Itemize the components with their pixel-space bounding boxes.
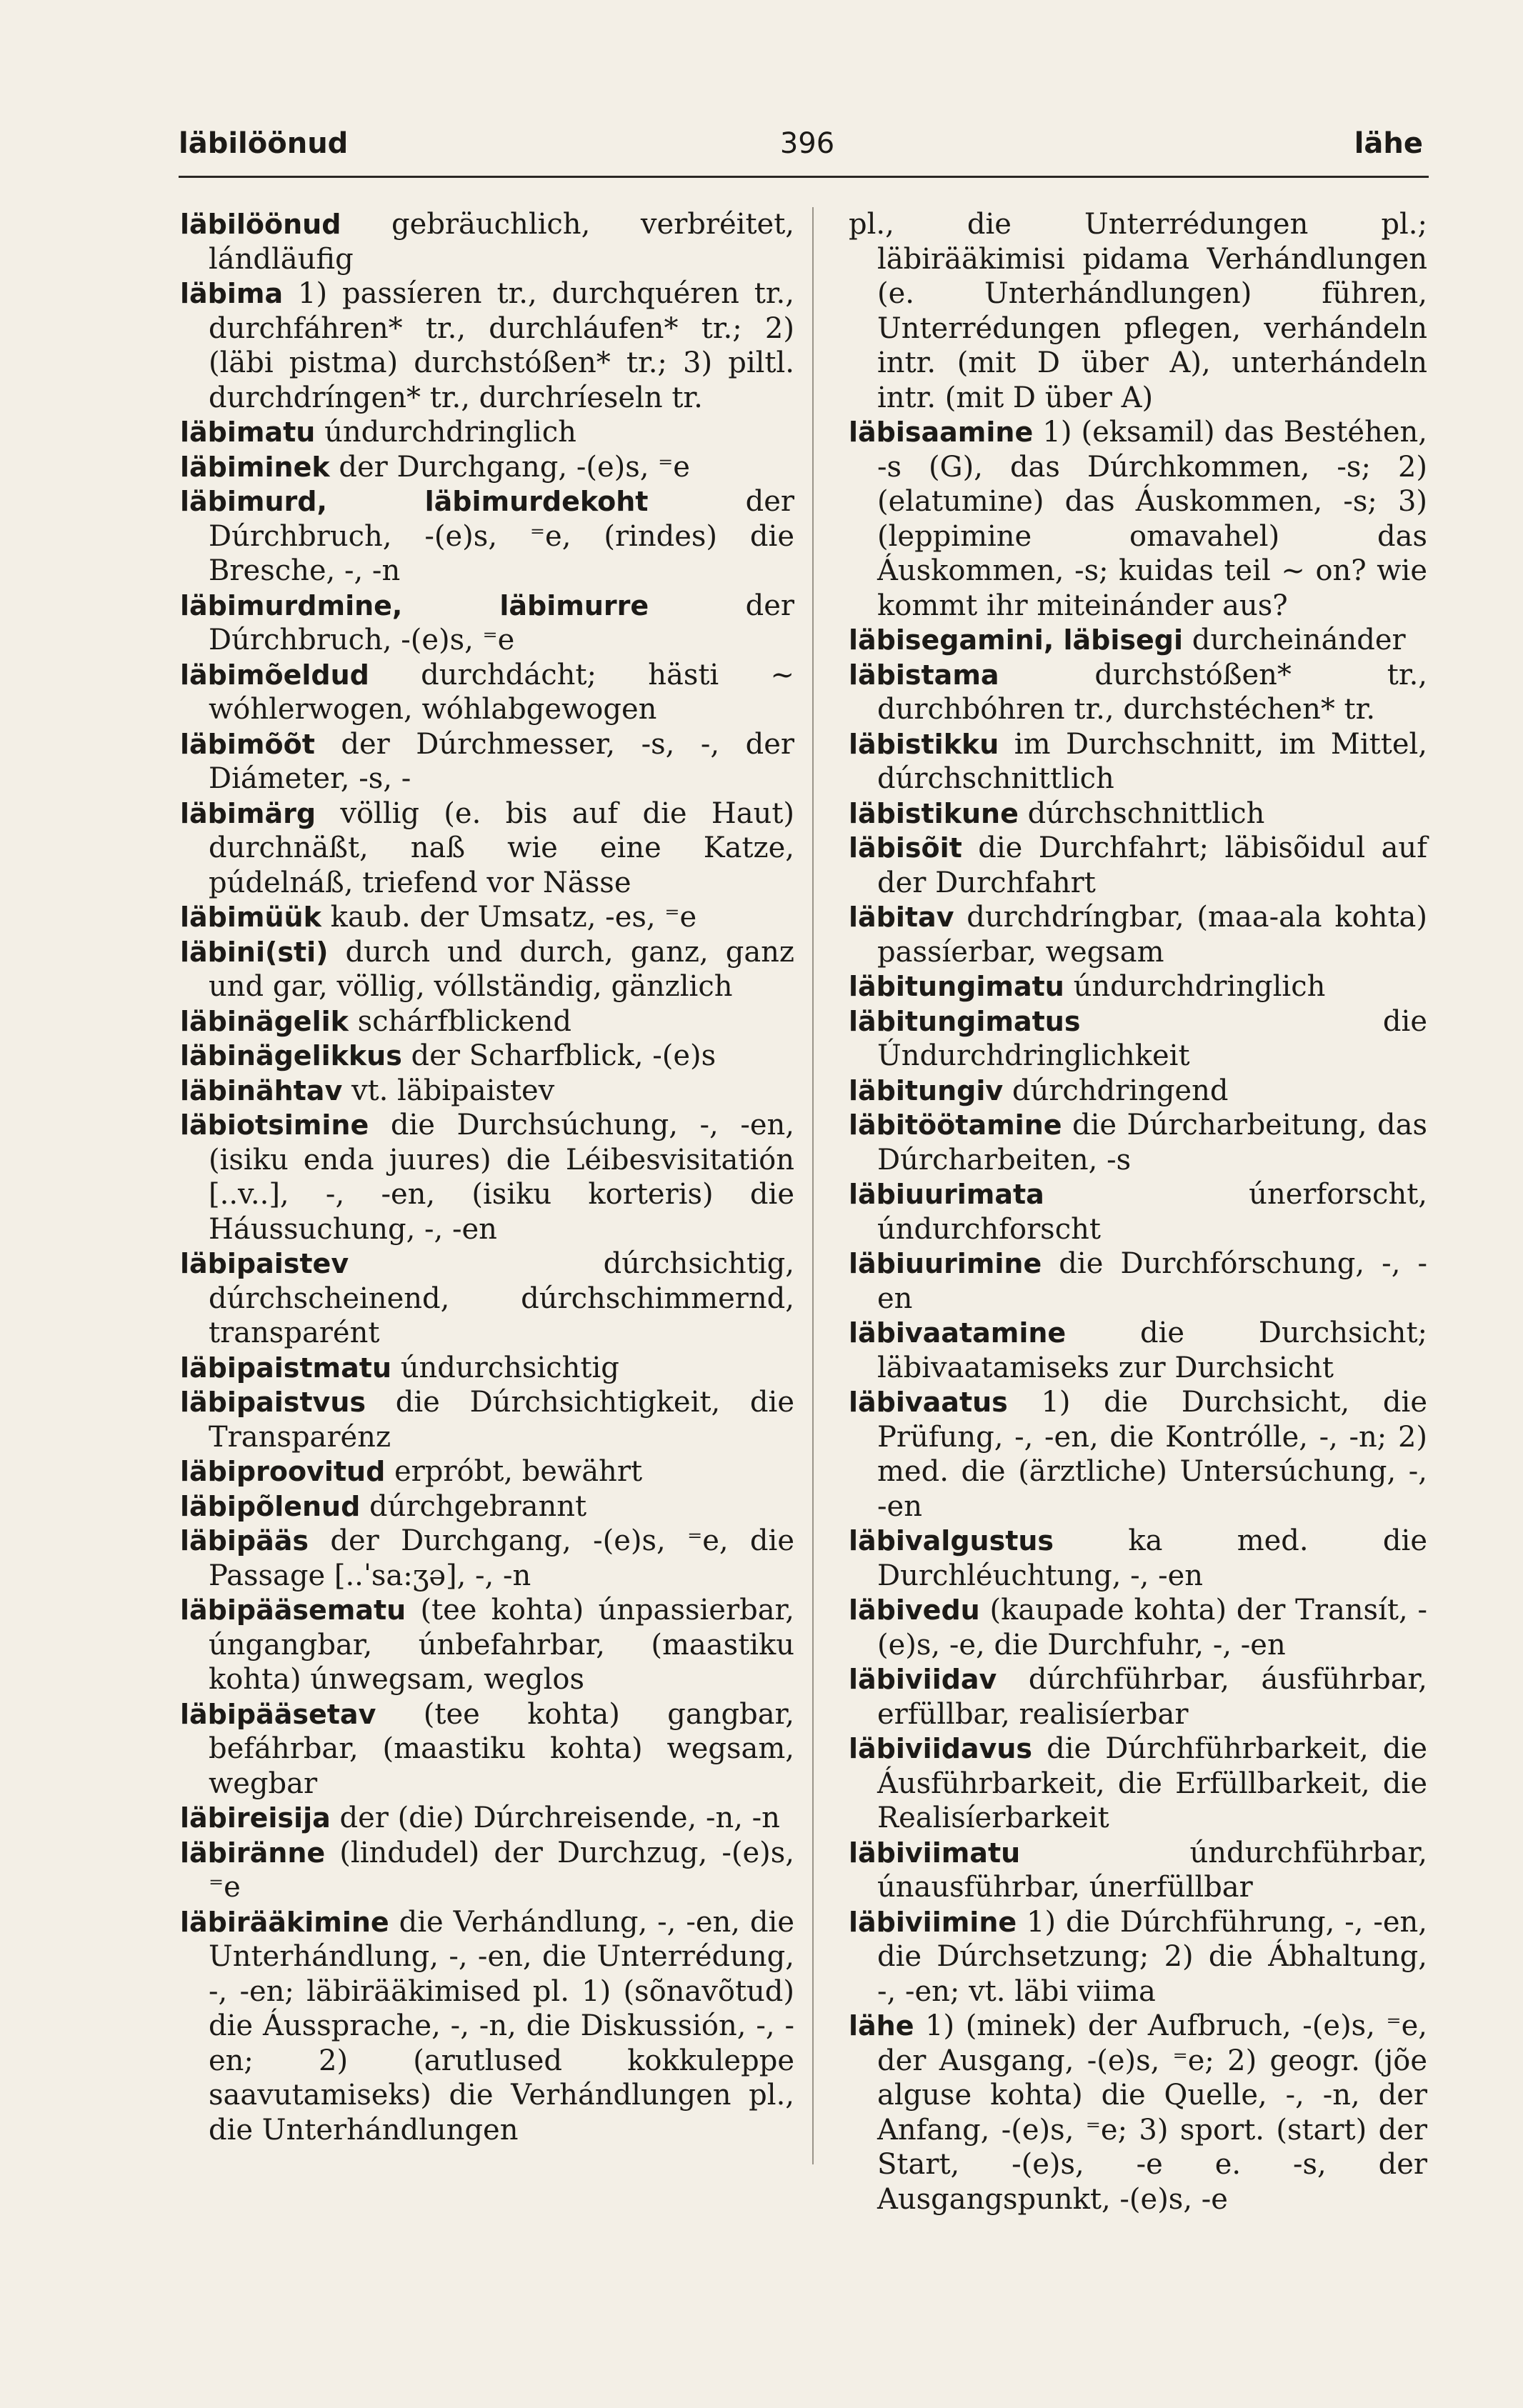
- dictionary-entry: [849, 1662, 1427, 1732]
- entry-definition: pl., die Unterrédungen pl.; läbirääkimisi pidama Verhándlungen (e. Unterhándlungen) führen, Unterrédungen pflegen, verhándeln intr. (mit D über A), unterhándeln intr. (mit D über A): [849, 208, 1427, 414]
- dictionary-entry: [849, 658, 1427, 727]
- entry-headword: läbipaistmatu: [180, 1352, 392, 1384]
- entry-headword: läbiviimatu: [849, 1837, 1021, 1869]
- entry-definition: dúrchdringend: [1003, 1074, 1229, 1107]
- dictionary-entry: [849, 969, 1427, 1004]
- entry-definition: der Durchgang, -(e)s, ⁼e, die Passage [..ˈsa:ʒə], -, -n: [209, 1524, 794, 1592]
- entry-headword: läbimatu: [180, 416, 316, 448]
- dictionary-entry: [849, 1247, 1427, 1316]
- entry-definition: völlig (e. bis auf die Haut) durchnäßt, naß wie eine Katze, púdelnáß, triefend vor Nässe: [209, 796, 794, 899]
- dictionary-entry: [180, 935, 794, 1004]
- dictionary-entry: [180, 1108, 794, 1247]
- dictionary-entry: [180, 484, 794, 589]
- dictionary-entry: [180, 1801, 794, 1836]
- entry-definition: dúrchschnittlich: [1018, 796, 1265, 830]
- entry-definition: durcheinánder: [1183, 624, 1406, 656]
- entry-definition: 1) die Durchsicht, die Prüfung, -, -en, die Kontrólle, -, -n; 2) med. die (ärztliche) Untersúchung, -, -en: [877, 1386, 1427, 1523]
- dictionary-entry: [180, 1004, 794, 1039]
- entry-definition: der Durchgang, -(e)s, ⁼e: [329, 450, 690, 484]
- entry-headword: läbimõeldud: [180, 659, 369, 691]
- entry-definition: die Durchfahrt; läbisõidul auf der Durchfahrt: [877, 831, 1427, 899]
- dictionary-entry: [180, 1905, 794, 2148]
- entry-headword: läbipääsematu: [180, 1594, 406, 1626]
- dictionary-entry: [180, 450, 794, 485]
- entry-definition: durchstóßen* tr., durchbóhren tr., durchstéchen* tr.: [877, 658, 1427, 726]
- page-number: 396: [779, 127, 835, 160]
- dictionary-entry: [849, 900, 1427, 969]
- dictionary-entry: [180, 727, 794, 796]
- entry-headword: läbirääkimine: [180, 1906, 389, 1938]
- entry-definition: kaub. der Umsatz, -es, ⁼e: [321, 901, 697, 934]
- entry-definition: schárfblickend: [348, 1004, 571, 1038]
- entry-headword: läbisegamini, läbisegi: [849, 624, 1184, 656]
- entry-definition: durchdácht; hästi ~ wóhlerwogen, wóhlabgewogen: [209, 658, 794, 726]
- dictionary-entry: [180, 1836, 794, 1905]
- dictionary-entry: [180, 1351, 794, 1386]
- dictionary-entry: [849, 727, 1427, 796]
- entry-definition: ka med. die Durchléuchtung, -, -en: [877, 1524, 1427, 1592]
- dictionary-entry: [849, 415, 1427, 623]
- entry-definition: úndurchsichtig: [391, 1351, 619, 1384]
- entry-definition: der Dúrchbruch, -(e)s, ⁼e, (rindes) die Bresche, -, -n: [209, 485, 794, 587]
- dictionary-entry: [849, 1385, 1427, 1524]
- dictionary-entry: [180, 1247, 794, 1351]
- entry-headword: läbivedu: [849, 1594, 980, 1626]
- dictionary-entry: [180, 589, 794, 658]
- entry-definition: dúrchgebrannt: [360, 1489, 587, 1523]
- entry-headword: lähe: [849, 2010, 914, 2042]
- dictionary-entry: [180, 796, 794, 901]
- entry-headword: läbipaistvus: [180, 1387, 366, 1418]
- running-head-left: läbilöönud: [179, 127, 349, 160]
- right-column: [849, 207, 1427, 2217]
- entry-headword: läbiotsimine: [180, 1109, 369, 1141]
- entry-headword: läbimärg: [180, 797, 316, 829]
- entry-headword: läbivalgustus: [849, 1525, 1054, 1557]
- dictionary-entry: [180, 1039, 794, 1074]
- entry-headword: läbimüük: [180, 901, 321, 933]
- entry-definition: der Scharfblick, -(e)s: [401, 1039, 716, 1072]
- entry-headword: läbiränne: [180, 1837, 326, 1869]
- entry-definition: gebräuchlich, verbréitet, lándläufig: [209, 208, 794, 276]
- entry-headword: läbipõlenud: [180, 1490, 361, 1522]
- entry-headword: läbiuurimine: [849, 1248, 1042, 1279]
- entry-definition: die Durchsúchung, -, -en, (isiku enda juures) die Léibesvisitatión [..v..], -, -en, (isiku korteris) die Háussuchung, -, -en: [209, 1109, 794, 1246]
- dictionary-entry: [180, 900, 794, 935]
- entry-definition: únerforscht, úndurchforscht: [877, 1178, 1427, 1246]
- entry-headword: läbivaatus: [849, 1387, 1008, 1418]
- entry-definition: 1) die Dúrchführung, -, -en, die Dúrchsetzung; 2) die Ábhaltung, -, -en; vt. läbi viima: [877, 1905, 1427, 2008]
- entry-headword: läbistama: [849, 659, 999, 691]
- entry-definition: die Úndurchdringlichkeit: [877, 1004, 1427, 1072]
- entry-definition: die Dúrchführbarkeit, die Áusführbarkeit, die Erfüllbarkeit, die Realisíerbarkeit: [877, 1732, 1427, 1834]
- entry-definition: der Dúrchbruch, -(e)s, ⁼e: [209, 589, 794, 656]
- dictionary-entry: [849, 623, 1427, 658]
- entry-definition: (tee kohta) gangbar, befáhrbar, (maastiku kohta) wegsam, wegbar: [209, 1697, 794, 1800]
- dictionary-entry: [180, 415, 794, 450]
- entry-headword: läbistikune: [849, 797, 1019, 829]
- left-column: [180, 207, 794, 2147]
- dictionary-entry: [180, 1489, 794, 1524]
- dictionary-entry: [849, 1074, 1427, 1109]
- dictionary-entry: [849, 1004, 1427, 1074]
- entry-headword: läbiminek: [180, 451, 330, 483]
- entry-headword: läbitungiv: [849, 1074, 1004, 1106]
- entry-definition: úndurchdringlich: [1064, 970, 1326, 1003]
- entry-definition: im Durchschnitt, im Mittel, dúrchschnittlich: [877, 727, 1427, 795]
- dictionary-entry: [849, 1836, 1427, 1905]
- entry-headword: läbilöönud: [180, 209, 341, 240]
- entry-headword: läbinägelikkus: [180, 1040, 402, 1071]
- entry-definition: durchdríngbar, (maa-ala kohta) passíerbar, wegsam: [877, 901, 1427, 969]
- dictionary-entry: [849, 796, 1427, 831]
- running-head-right: lähe: [1354, 127, 1423, 160]
- entry-headword: läbipaistev: [180, 1248, 349, 1279]
- dictionary-entry: [180, 1524, 794, 1593]
- entry-headword: läbitungimatus: [849, 1005, 1081, 1037]
- header-rule: [179, 176, 1429, 178]
- entry-headword: läbima: [180, 278, 284, 309]
- entry-definition: der (die) Dúrchreisende, -n, -n: [330, 1802, 780, 1834]
- dictionary-entry: [180, 1593, 794, 1697]
- entry-headword: läbimurd, läbimurdekoht: [180, 486, 649, 517]
- column-divider: [812, 207, 814, 2164]
- entry-definition: vt. läbipaistev: [342, 1074, 555, 1107]
- entry-headword: läbisaamine: [849, 416, 1034, 448]
- entry-definition: der Dúrchmesser, -s, -, der Diámeter, -s, -: [209, 727, 794, 795]
- entry-definition: die Durchsicht; läbivaatamiseks zur Durchsicht: [877, 1317, 1427, 1384]
- entry-headword: läbinägelik: [180, 1005, 349, 1037]
- entry-definition: úndurchdringlich: [315, 416, 576, 449]
- entry-headword: läbini(sti): [180, 936, 329, 968]
- entry-definition: (tee kohta) únpassierbar, úngangbar, únbefahrbar, (maastiku kohta) únwegsam, weglos: [209, 1594, 794, 1696]
- dictionary-entry: [849, 1524, 1427, 1593]
- entry-headword: läbinähtav: [180, 1074, 343, 1106]
- dictionary-entry: [180, 276, 794, 415]
- entry-definition: die Verhándlung, -, -en, die Unterhándlung, -, -en, die Unterrédung, -, -en; läbirääkimised pl. 1) (sõnavõtud) die Áussprache, -, -n, die Diskussión, -, -en; 2) (arutlused kokkuleppe saavutamiseks) die Verhándlungen pl., die Unterhándlungen: [209, 1905, 794, 2147]
- dictionary-entry: [180, 1074, 794, 1109]
- entry-headword: läbiproovitud: [180, 1456, 386, 1487]
- entry-headword: läbiviidav: [849, 1664, 997, 1695]
- entry-headword: läbivaatamine: [849, 1317, 1067, 1349]
- dictionary-entry: [180, 1697, 794, 1802]
- dictionary-entry: [180, 658, 794, 727]
- entry-headword: läbitungimatu: [849, 971, 1064, 1002]
- dictionary-entry: [849, 831, 1427, 900]
- dictionary-entry: [849, 1593, 1427, 1662]
- entry-headword: läbitöötamine: [849, 1109, 1062, 1141]
- dictionary-entry: [180, 1454, 794, 1489]
- dictionary-entry: [180, 207, 794, 276]
- entry-definition: (kaupade kohta) der Transít, -(e)s, -e, die Durchfuhr, -, -en: [877, 1594, 1427, 1662]
- entry-definition: durch und durch, ganz, ganz und gar, völlig, vóllständig, gänzlich: [209, 935, 794, 1003]
- entry-headword: läbimurdmine, läbimurre: [180, 589, 649, 621]
- entry-definition: dúrchsichtig, dúrchscheinend, dúrchschimmernd, transparént: [209, 1247, 794, 1349]
- entry-headword: läbiviidavus: [849, 1733, 1033, 1764]
- entry-definition: dúrchführbar, áusführbar, erfüllbar, realisíerbar: [877, 1663, 1427, 1731]
- entry-definition: die Dúrchsichtigkeit, die Transparénz: [209, 1386, 794, 1454]
- entry-definition: die Durchfórschung, -, -en: [877, 1247, 1427, 1315]
- dictionary-entry: [180, 1385, 794, 1454]
- entry-headword: läbistikku: [849, 728, 999, 760]
- entry-definition: 1) (minek) der Aufbruch, -(e)s, ⁼e, der Ausgang, -(e)s, ⁼e; 2) geogr. (jõe alguse kohta) die Quelle, -, -n, der Anfang, -(e)s, ⁼e; 3) sport. (start) der Start, -(e)s, -e e. -s, der Ausgangspunkt, -(e)s, -e: [877, 2009, 1427, 2216]
- entry-headword: läbiviimine: [849, 1906, 1017, 1938]
- dictionary-entry: [849, 1316, 1427, 1385]
- dictionary-entry: [849, 2009, 1427, 2217]
- entry-headword: läbimõõt: [180, 728, 315, 760]
- entry-headword: läbisõit: [849, 832, 962, 864]
- entry-definition: erpróbt, bewährt: [385, 1455, 643, 1488]
- entry-headword: läbitav: [849, 901, 954, 933]
- entry-definition: (lindudel) der Durchzug, -(e)s, ⁼e: [209, 1836, 794, 1904]
- entry-definition: die Dúrcharbeitung, das Dúrcharbeiten, -s: [877, 1109, 1427, 1176]
- dictionary-entry: [849, 1177, 1427, 1247]
- dictionary-entry: [849, 1732, 1427, 1836]
- entry-headword: läbiuurimata: [849, 1179, 1044, 1210]
- entry-headword: läbipääs: [180, 1525, 309, 1557]
- entry-headword: läbipääsetav: [180, 1698, 376, 1730]
- dictionary-entry: [849, 1108, 1427, 1177]
- dictionary-entry: [849, 207, 1427, 415]
- entry-definition: 1) passíeren tr., durchquéren tr., durchfáhren* tr., durchláufen* tr.; 2) (läbi pistma) durchstóßen* tr.; 3) piltl. durchdríngen* tr., durchríeseln tr.: [209, 277, 794, 414]
- entry-definition: úndurchführbar, únausführbar, únerfüllbar: [877, 1836, 1427, 1904]
- entry-headword: läbireisija: [180, 1802, 331, 1834]
- entry-definition: 1) (eksamil) das Bestéhen, -s (G), das Dúrchkommen, -s; 2) (elatumine) das Áuskommen, -s; 3) (leppimine omavahel) das Áuskommen, -s; kuidas teil ~ on? wie kommt ihr miteinánder aus?: [877, 416, 1427, 622]
- dictionary-entry: [849, 1905, 1427, 2009]
